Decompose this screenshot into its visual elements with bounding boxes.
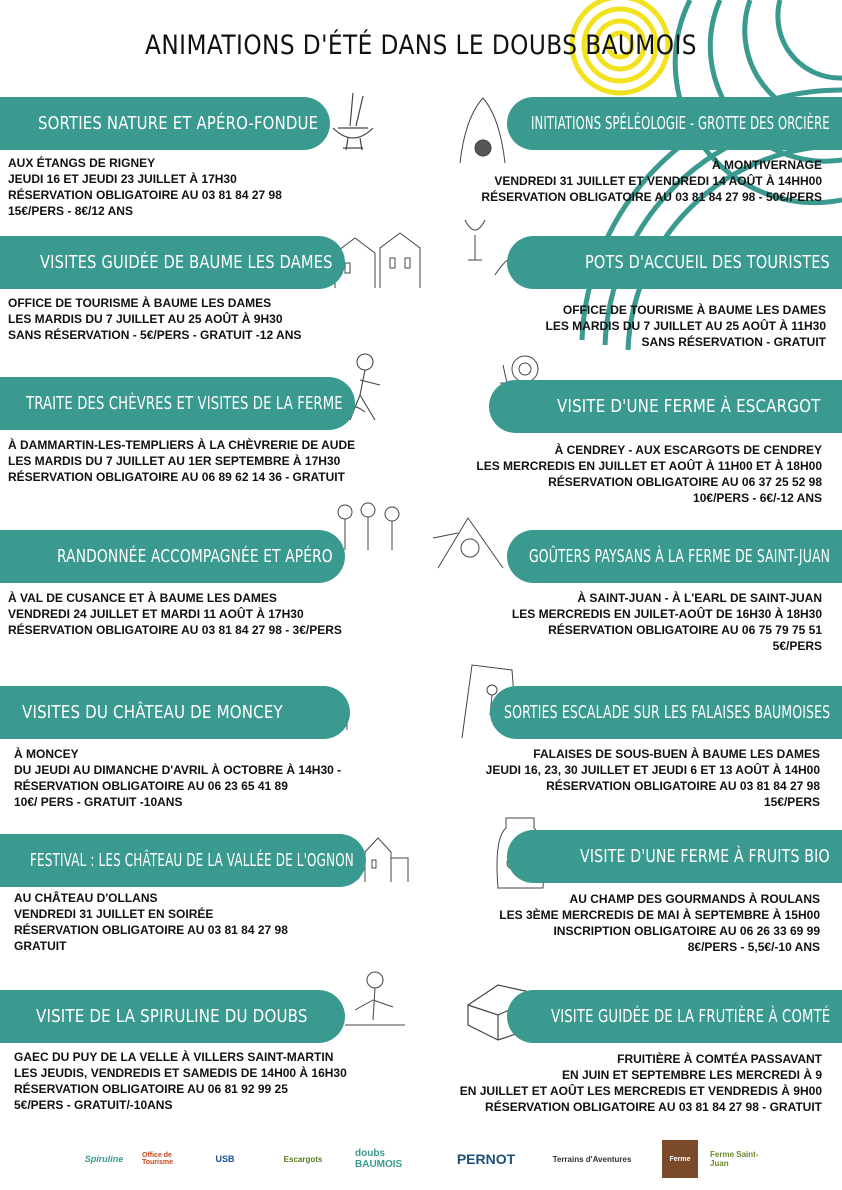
banner-chateau-moncey: VISITES DU CHÂTEAU DE MONCEY (0, 686, 350, 739)
logo-usb: USB (215, 1154, 235, 1164)
banner-sorties-nature: SORTIES NATURE ET APÉRO-FONDUE (0, 97, 330, 150)
event-details: FRUITIÈRE À COMTÉA PASSAVANT EN JUIN ET SEPTEMBRE LES MERCREDI À 9 EN JUILLET ET AOÛT LES MERCREDIS ET VENDREDIS À 9H00 RÉSERVATION OBLIGATOIRE AU 03 81 84 27 98 - GRATUIT (459, 1052, 822, 1114)
banner-pots-accueil: POTS D'ACCUEIL DES TOURISTES (507, 236, 842, 289)
cave-illustration (455, 88, 510, 168)
banner-escalade: SORTIES ESCALADE SUR LES FALAISES BAUMOISES (490, 686, 842, 739)
banner-visites-baume: VISITES GUIDÉE DE BAUME LES DAMES (0, 236, 345, 289)
event-details: À MONCEY DU JEUDI AU DIMANCHE D'AVRIL À OCTOBRE À 14H30 - RÉSERVATION OBLIGATOIRE AU 06 23 65 41 89 10€/ PERS - GRATUIT -10ANS (14, 747, 342, 809)
event-details: FALAISES DE SOUS-BUEN À BAUME LES DAMES JEUDI 16, 23, 30 JUILLET ET JEUDI 6 ET 13 AOÛT À 14H00 RÉSERVATION OBLIGATOIRE AU 03 81 84 27 98 15€/PERS (485, 747, 820, 809)
banner-speleologie: INITIATIONS SPÉLÉOLOGIE - GROTTE DES ORCIÈRE (507, 97, 842, 150)
partner-logos (70, 1140, 790, 1180)
page-title: ANIMATIONS D'ÉTÉ DANS LE DOUBS BAUMOIS (145, 30, 697, 61)
event-details: À SAINT-JUAN - À L'EARL DE SAINT-JUAN LES MERCREDIS EN JUILET-AOÛT DE 16H30 À 18H30 RÉSERVATION OBLIGATOIRE AU 06 75 79 75 51 5€/PERS (511, 591, 822, 653)
banner-randonnee: RANDONNÉE ACCOMPAGNÉE ET APÉRO (0, 530, 345, 583)
logo-office-tourisme: Office de Tourisme (142, 1152, 173, 1166)
ollans-castle-illustration (360, 830, 412, 885)
event-details: À CENDREY - AUX ESCARGOTS DE CENDREY LES MERCREDIS EN JUILLET ET AOÛT À 11H00 ET À 18H00 RÉSERVATION OBLIGATOIRE AU 06 37 25 52 98 10€/PERS - 6€/-12 ANS (476, 443, 822, 505)
event-details: À MONTIVERNAGE VENDREDI 31 JUILLET ET VENDREDI 14 AOÛT À 14HH00 RÉSERVATION OBLIGATOIRE AU 03 81 84 27 98 - 50€/PERS (481, 158, 822, 204)
town-illustration (330, 228, 430, 293)
farm-snack-illustration (428, 508, 513, 573)
event-details: GAEC DU PUY DE LA VELLE À VILLERS SAINT-MARTIN LES JEUDIS, VENDREDIS ET SAMEDIS DE 14H00 À 16H30 RÉSERVATION OBLIGATOIRE AU 06 81 92 99 25 5€/PERS - GRATUIT/-10ANS (14, 1050, 347, 1112)
banner-ferme-escargot: VISITE D'UNE FERME À ESCARGOT (489, 380, 842, 433)
event-details: AU CHAMP DES GOURMANDS À ROULANS LES 3ÈME MERCREDIS DE MAI À SEPTEMBRE À 15H00 INSCRIPTION OBLIGATOIRE AU 06 26 33 69 99 8€/PERS - 5,5€/-10 ANS (499, 892, 820, 954)
event-details: OFFICE DE TOURISME À BAUME LES DAMES LES MARDIS DU 7 JUILLET AU 25 AOÛT À 9H30 SANS RÉSERVATION - 5€/PERS - GRATUIT -12 ANS (8, 296, 302, 342)
spiruline-illustration (335, 965, 410, 1040)
logo-escargots: Escargots (283, 1154, 323, 1164)
logo-ferme: Ferme (662, 1140, 698, 1178)
event-details: OFFICE DE TOURISME À BAUME LES DAMES LES MARDIS DU 7 JUILLET AU 25 AOÛT À 11H30 SANS RÉSERVATION - GRATUIT (545, 303, 826, 349)
banner-fruitiere-comte: VISITE GUIDÉE DE LA FRUTIÈRE À COMTÉ (507, 990, 842, 1043)
banner-gouters-paysans: GOÛTERS PAYSANS À LA FERME DE SAINT-JUAN (507, 530, 842, 583)
event-details: À VAL DE CUSANCE ET À BAUME LES DAMES VENDREDI 24 JUILLET ET MARDI 11 AOÛT À 17H30 RÉSERVATION OBLIGATOIRE AU 03 81 84 27 98 - 3€/PERS (8, 591, 342, 637)
logo-spiruline: Spiruline (84, 1154, 124, 1164)
banner-festival-ognon: FESTIVAL : LES CHÂTEAU DE LA VALLÉE DE L'OGNON (0, 834, 366, 887)
banner-spiruline: VISITE DE LA SPIRULINE DU DOUBS (0, 990, 345, 1043)
logo-pernot: PERNOT (456, 1151, 516, 1167)
logo-ferme-saint-juan: Ferme Saint-Juan (710, 1150, 759, 1168)
banner-fruits-bio: VISITE D'UNE FERME À FRUITS BIO (507, 830, 842, 883)
banner-traite-chevres: TRAITE DES CHÈVRES ET VISITES DE LA FERME (0, 377, 355, 430)
logo-doubs-baumois: doubs BAUMOIS (355, 1148, 403, 1170)
event-details: À DAMMARTIN-LES-TEMPLIERS À LA CHÈVRERIE DE AUDE LES MARDIS DU 7 JUILLET AU 1ER SEPTEMBRE À 17H30 RÉSERVATION OBLIGATOIRE AU 06 89 62 14 36 - GRATUIT (8, 438, 356, 484)
event-details: AU CHÂTEAU D'OLLANS VENDREDI 31 JUILLET EN SOIRÉE RÉSERVATION OBLIGATOIRE AU 03 81 84 27 98 GRATUIT (14, 891, 288, 953)
event-details: AUX ÉTANGS DE RIGNEY JEUDI 16 ET JEUDI 23 JUILLET À 17H30 RÉSERVATION OBLIGATOIRE AU 03 81 84 27 98 15€/PERS - 8€/12 ANS (8, 156, 282, 218)
logo-terrains-aventures: Terrains d'Aventures (552, 1154, 632, 1164)
